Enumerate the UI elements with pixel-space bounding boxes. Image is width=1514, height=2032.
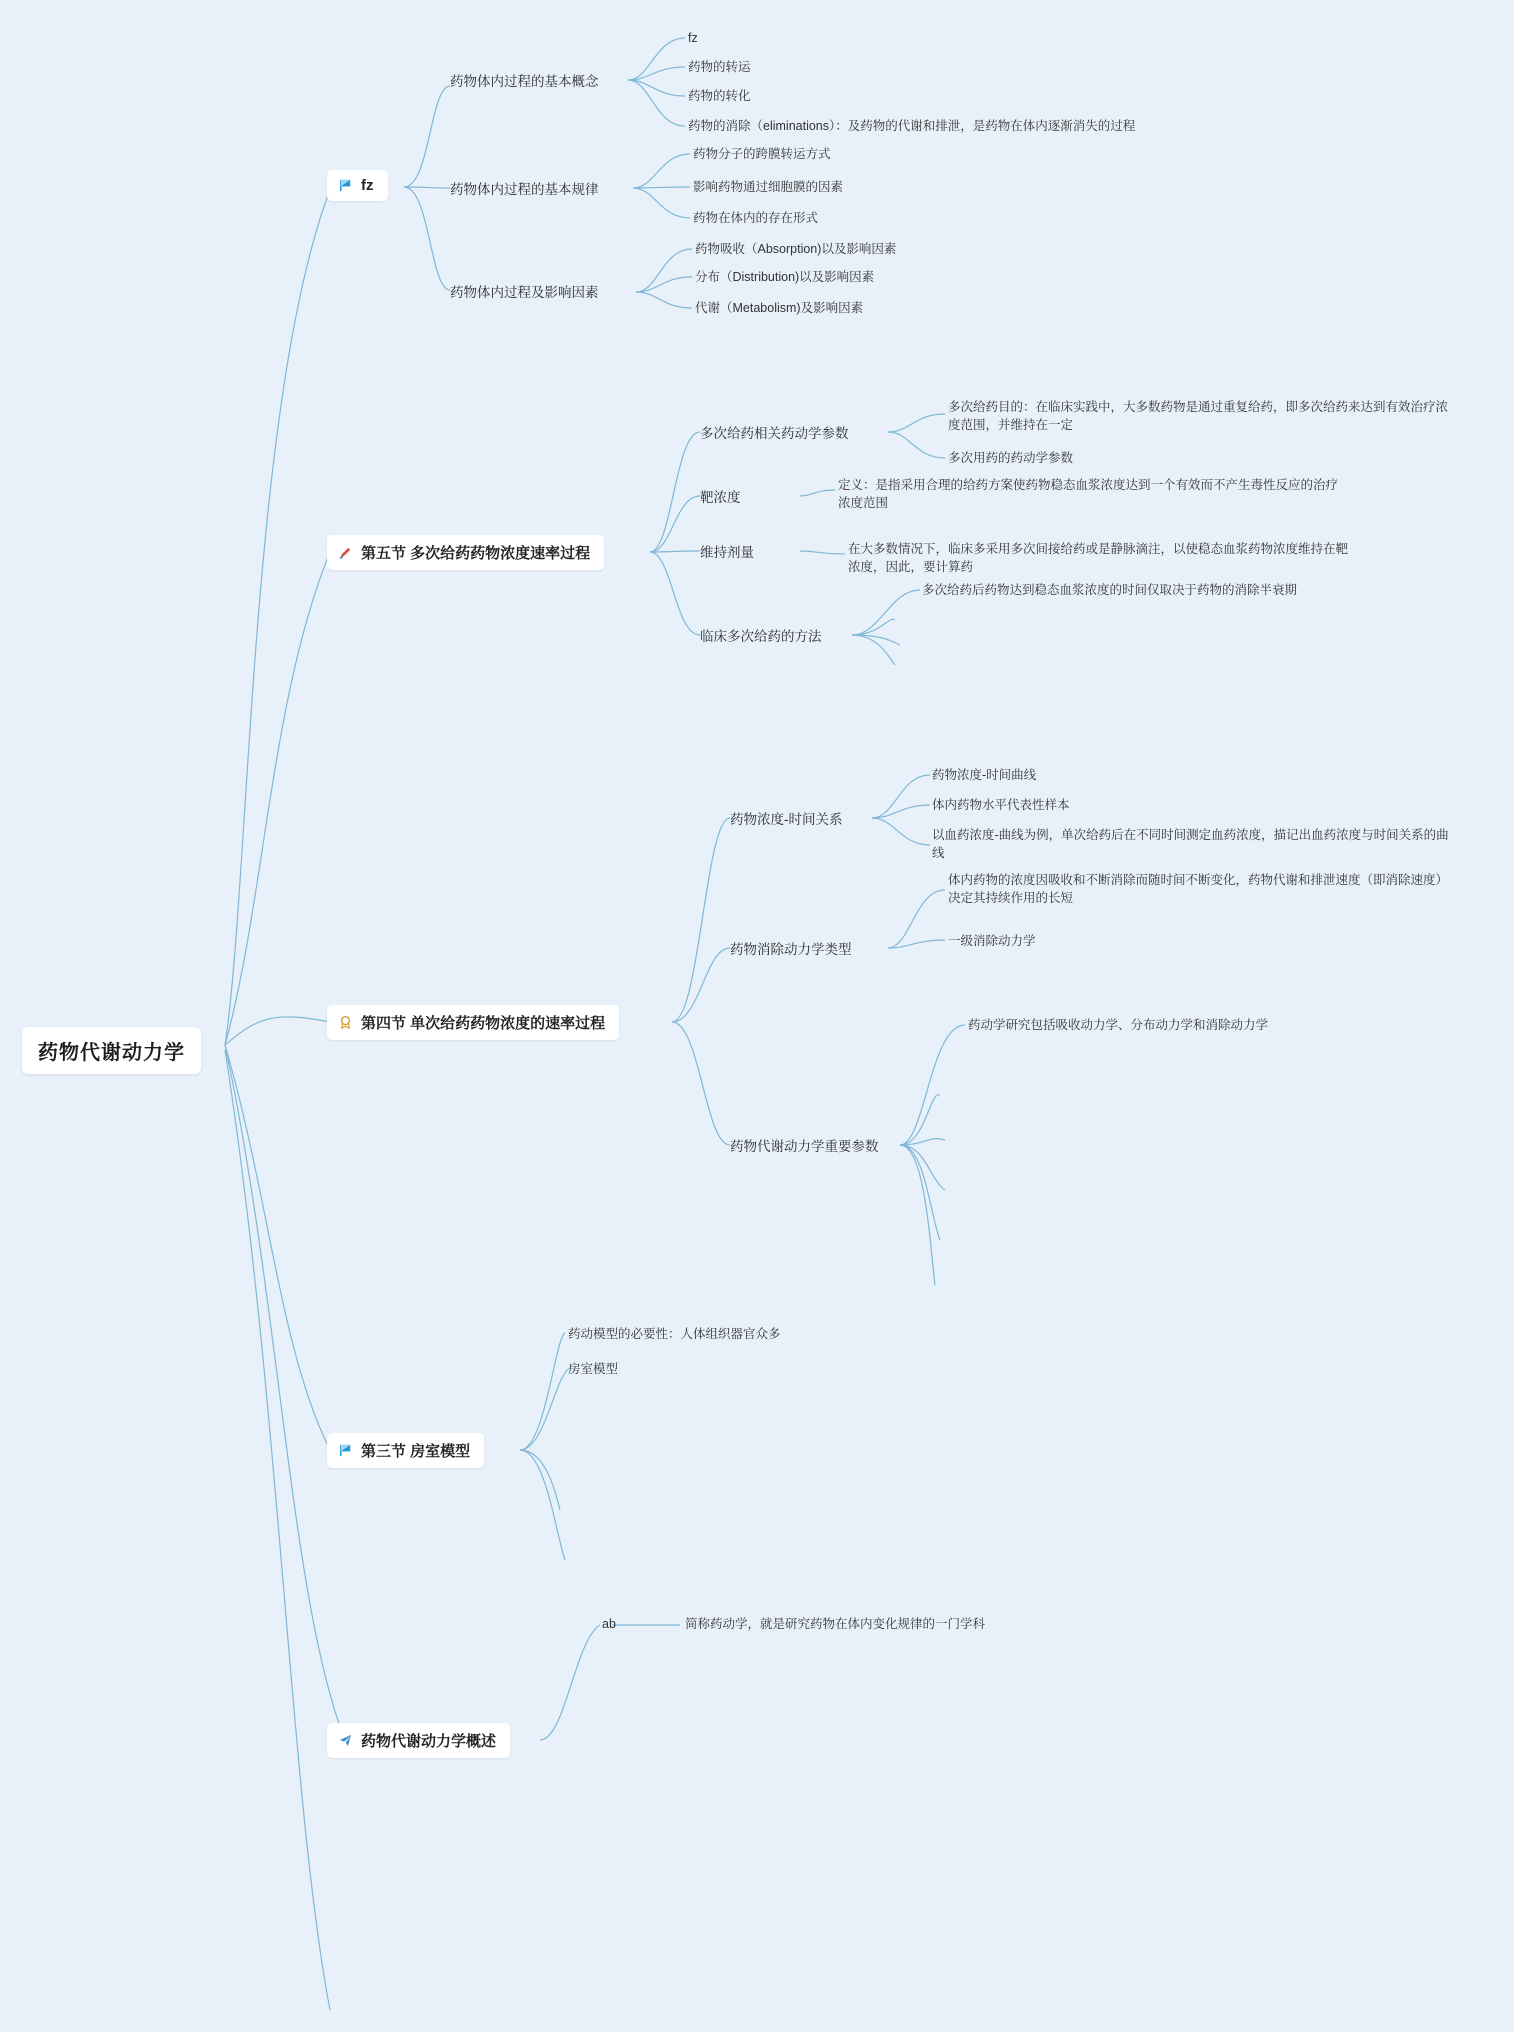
leaf-item[interactable]: 多次给药后药物达到稳态血浆浓度的时间仅取决于药物的消除半衰期: [922, 583, 1298, 597]
branch-label[interactable]: 药物浓度-时间关系: [730, 812, 843, 827]
leaf-item[interactable]: 药动模型的必要性：人体组织器官众多: [568, 1327, 781, 1341]
leaf-item[interactable]: 多次给药目的：在临床实践中，大多数药物是通过重复给药，即多次给药来达到有效治疗浓度范围，并维持在一定: [948, 400, 1449, 433]
leaf-item[interactable]: fz: [688, 31, 698, 45]
leaf-item[interactable]: 多次用药的药动学参数: [948, 451, 1074, 465]
leaf-item[interactable]: 药物分子的跨膜转运方式: [693, 147, 831, 161]
leaf-item[interactable]: 房室模型: [568, 1362, 619, 1376]
leaf-item[interactable]: 体内药物的浓度因吸收和不断消除而随时间不断变化，药物代谢和排泄速度（即消除速度）决定其持续作用的长短: [948, 873, 1449, 906]
branch-label[interactable]: 靶浓度: [700, 490, 741, 505]
blue-flag-icon: [337, 1442, 354, 1459]
leaf-item[interactable]: 药物的转运: [688, 60, 751, 74]
leaf-item[interactable]: ab: [602, 1617, 616, 1631]
branch-label[interactable]: 临床多次给药的方法: [700, 629, 822, 644]
section-node-4[interactable]: [327, 1005, 619, 1040]
red-pen-icon: [337, 544, 354, 561]
section-label: 第五节 多次给药药物浓度速率过程: [361, 545, 591, 562]
leaf-item[interactable]: 药物浓度-时间曲线: [932, 768, 1037, 782]
blue-flag-icon: [337, 177, 354, 194]
leaf-item[interactable]: 在大多数情况下，临床多采用多次间接给药或是静脉滴注，以使稳态血浆药物浓度维持在靶浓度，因此，要计算药: [848, 542, 1349, 575]
branch-label[interactable]: 药物代谢动力学重要参数: [730, 1139, 879, 1154]
leaf-item[interactable]: 药物吸收（Absorption)以及影响因素: [695, 242, 897, 256]
leaf-item[interactable]: 药动学研究包括吸收动力学、分布动力学和消除动力学: [968, 1018, 1269, 1032]
leaf-item[interactable]: 一级消除动力学: [948, 934, 1036, 948]
leaf-item[interactable]: 分布（Distribution)以及影响因素: [695, 270, 875, 284]
root-node[interactable]: 药物代谢动力学: [22, 1027, 201, 1074]
branch-label[interactable]: 多次给药相关药动学参数: [700, 426, 849, 441]
gold-medal-icon: [337, 1014, 354, 1031]
branch-label[interactable]: 药物体内过程的基本概念: [450, 74, 599, 89]
leaf-item[interactable]: 药物的消除（eliminations）：及药物的代谢和排泄，是药物在体内逐渐消失的过程: [688, 119, 1136, 133]
leaf-item[interactable]: 简称药动学，就是研究药物在体内变化规律的一门学科: [685, 1617, 986, 1631]
section-node-fz[interactable]: [327, 170, 388, 201]
leaf-item[interactable]: 以血药浓度-曲线为例，单次给药后在不同时间测定血药浓度，描记出血药浓度与时间关系的曲线: [932, 828, 1449, 861]
leaf-item[interactable]: 定义：是指采用合理的给药方案使药物稳态血浆浓度达到一个有效而不产生毒性反应的治疗浓度范围: [838, 478, 1339, 511]
section-label: 第四节 单次给药药物浓度的速率过程: [361, 1015, 606, 1032]
leaf-item[interactable]: 药物在体内的存在形式: [693, 211, 819, 225]
branch-label[interactable]: 药物消除动力学类型: [730, 942, 852, 957]
leaf-item[interactable]: 影响药物通过细胞膜的因素: [693, 180, 844, 194]
section-label: 第三节 房室模型: [361, 1443, 471, 1460]
branch-label[interactable]: 药物体内过程的基本规律: [450, 182, 599, 197]
section-label: fz: [361, 177, 374, 194]
section-node-3[interactable]: [327, 1433, 484, 1468]
leaf-item[interactable]: 药物的转化: [688, 89, 751, 103]
section-node-overview[interactable]: [327, 1723, 510, 1758]
branch-label[interactable]: 药物体内过程及影响因素: [450, 285, 599, 300]
paper-plane-icon: [337, 1732, 354, 1749]
leaf-item[interactable]: 代谢（Metabolism)及影响因素: [695, 301, 864, 315]
branch-label[interactable]: 维持剂量: [700, 545, 754, 560]
section-label: 药物代谢动力学概述: [361, 1733, 497, 1750]
section-node-5[interactable]: [327, 535, 604, 570]
leaf-item[interactable]: 体内药物水平代表性样本: [932, 798, 1070, 812]
